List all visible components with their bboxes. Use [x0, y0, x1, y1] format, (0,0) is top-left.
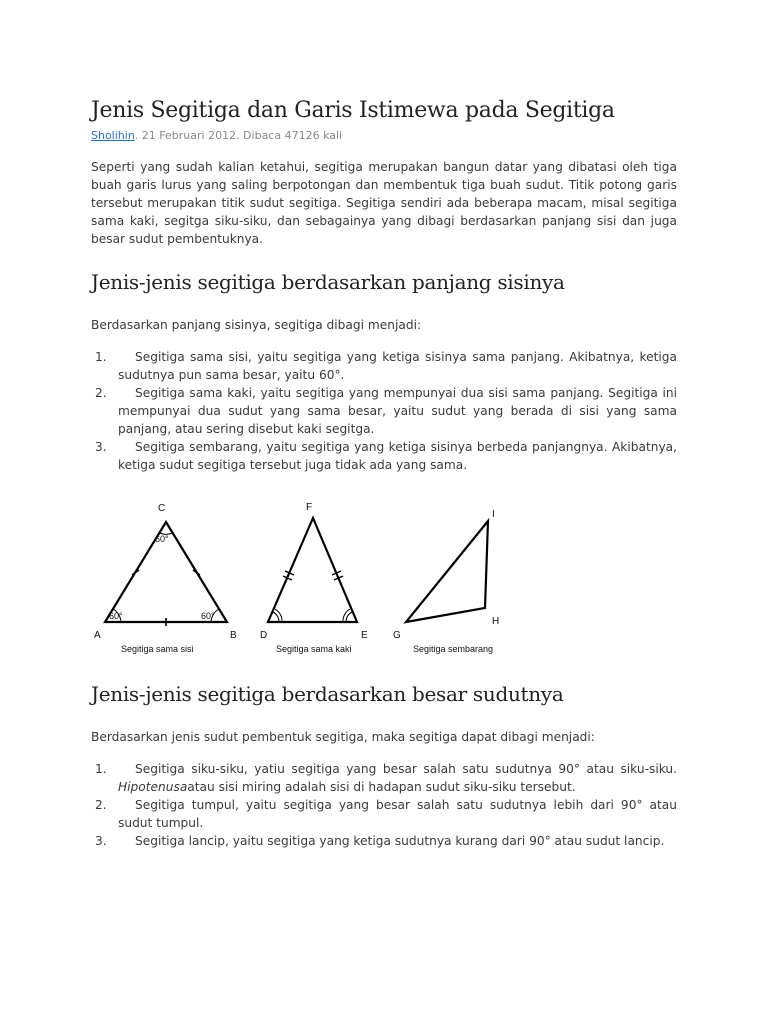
triangle-types-figure — [83, 498, 503, 658]
angle-label-a: 60° — [109, 611, 123, 621]
section-heading-angles: Jenis-jenis segitiga berdasarkan besar sudutnya — [91, 682, 564, 706]
list-item-text: Segitiga lancip, yaitu segitiga yang ketiga sudutnya kurang dari 90° atau sudut lancip. — [135, 834, 665, 848]
caption-isosceles: Segitiga sama kaki — [276, 644, 352, 654]
isosceles-shape — [268, 518, 357, 622]
list-number: 1. — [95, 350, 107, 364]
list-item — [91, 348, 677, 384]
vertex-label-d: D — [260, 630, 268, 641]
list-item — [91, 760, 677, 796]
list-item — [91, 796, 677, 832]
angle-arc — [346, 612, 352, 622]
caption-scalene: Segitiga sembarang — [413, 644, 494, 654]
list-number: 3. — [95, 440, 107, 454]
list-item — [91, 832, 677, 850]
list-number: 3. — [95, 834, 107, 848]
section-heading-sides: Jenis-jenis segitiga berdasarkan panjang sisinya — [91, 270, 565, 294]
equilateral-triangle — [94, 503, 237, 654]
vertex-label-b: B — [230, 630, 237, 641]
list-by-sides — [91, 348, 677, 474]
list-item-text: Segitiga sembarang, yaitu segitiga yang ketiga sisinya berbeda panjangnya. Akibatnya, ketiga sudut segitiga tersebut juga tidak ada yang sama. — [118, 440, 677, 472]
list-item-text: Segitiga sama kaki, yaitu segitiga yang mempunyai dua sisi sama panjang. Segitiga ini mempunyai dua sudut yang sama besar, yaitu sudut yang berada di sisi yang sama panjang, atau sering disebut kaki segitga. — [118, 386, 677, 436]
vertex-label-h: H — [492, 616, 500, 627]
angle-label-c: 60° — [155, 534, 169, 544]
list-item-italic: Hipotenusa — [118, 780, 188, 794]
isosceles-triangle — [260, 502, 368, 654]
list-item-text: Segitiga sama sisi, yaitu segitiga yang ketiga sisinya sama panjang. Akibatnya, ketiga sudutnya pun sama besar, yaitu 60°. — [118, 350, 677, 382]
intro-paragraph: Seperti yang sudah kalian ketahui, segitiga merupakan bangun datar yang dibatasi oleh tiga buah garis lurus yang saling berpotongan dan membentuk tiga buah sudut. Titik potong garis tersebut merupakan titik sudut segitiga. Segitiga sendiri ada beberapa macam, misal segitiga sama kaki, segitga siku-siku, dan sebagainya yang dibagi berdasarkan panjang sisi dan juga besar sudut pembentuknya. — [91, 160, 677, 246]
list-number: 2. — [95, 386, 107, 400]
article-title: Jenis Segitiga dan Garis Istimewa pada Segitiga — [91, 98, 615, 123]
list-item-text: atau sisi miring adalah sisi di hadapan sudut siku-siku tersebut. — [187, 780, 576, 794]
section-lead-angles: Berdasarkan jenis sudut pembentuk segitiga, maka segitiga dapat dibagi menjadi: — [91, 730, 595, 744]
vertex-label-a: A — [94, 630, 101, 641]
list-by-angles — [91, 760, 677, 850]
list-item-text: Segitiga tumpul, yaitu segitiga yang besar salah satu sudutnya lebih dari 90° atau sudut tumpul. — [118, 798, 677, 830]
article-meta — [91, 128, 677, 144]
author-link[interactable]: Sholihin — [91, 129, 135, 142]
angle-arc — [273, 612, 279, 622]
vertex-label-g: G — [393, 630, 401, 641]
vertex-label-e: E — [361, 630, 368, 641]
caption-equilateral: Segitiga sama sisi — [121, 644, 194, 654]
scalene-shape — [406, 521, 488, 622]
vertex-label-f: F — [306, 502, 313, 513]
vertex-label-c: C — [158, 503, 166, 514]
list-item-text: Segitiga siku-siku, yatiu segitiga yang besar salah satu sudutnya 90° atau siku-siku. — [135, 762, 677, 776]
list-number: 2. — [95, 798, 107, 812]
angle-label-b: 60° — [201, 611, 215, 621]
scalene-triangle — [393, 509, 499, 654]
list-item — [91, 438, 677, 474]
list-item — [91, 384, 677, 438]
article-date-views: . 21 Februari 2012. Dibaca 47126 kali — [134, 129, 343, 142]
section-lead-sides: Berdasarkan panjang sisinya, segitiga dibagi menjadi: — [91, 318, 422, 332]
list-number: 1. — [95, 762, 107, 776]
vertex-label-i: I — [492, 509, 495, 520]
article — [91, 96, 677, 850]
